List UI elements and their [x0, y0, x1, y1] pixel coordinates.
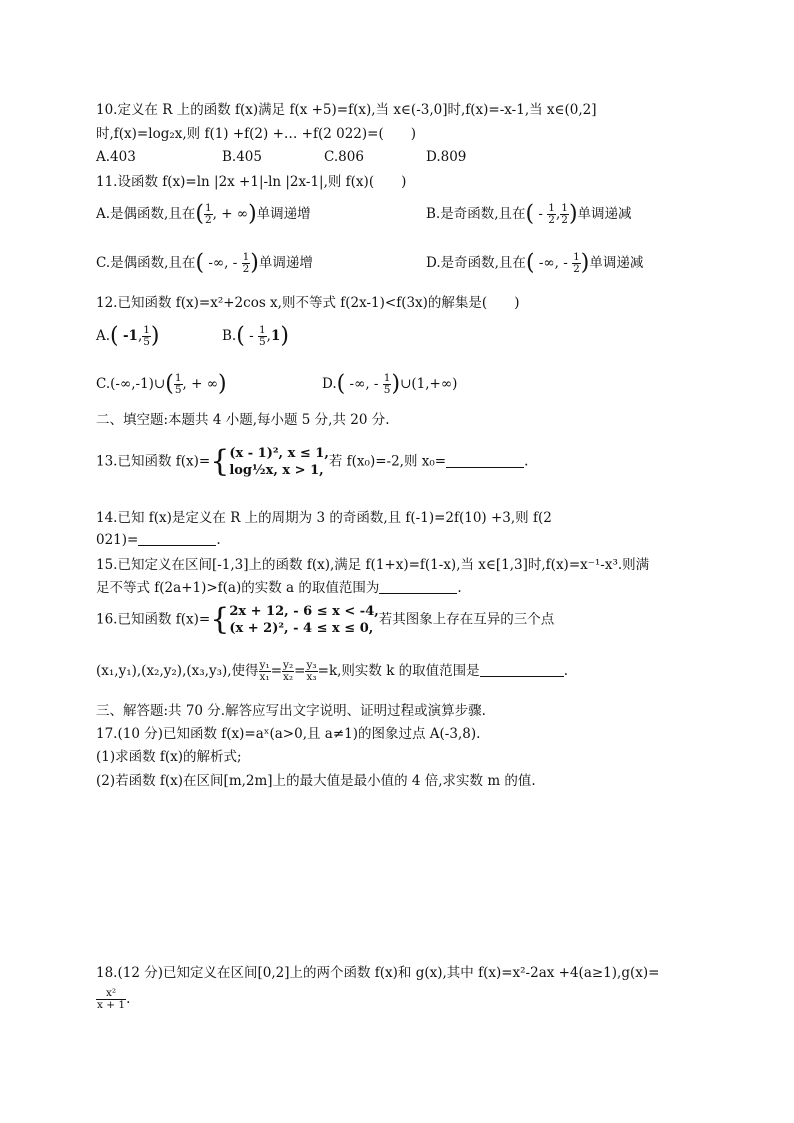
q12-option-a: A.( -1, $\frac{1}{5}$ ): [96, 323, 160, 349]
q11-b-prefix: B.是奇函数,且在: [426, 206, 526, 222]
q13-piece2: log½x, x > 1,: [229, 463, 324, 478]
q11-d-suffix: 单调递减: [589, 255, 644, 271]
q13-prefix: 13.已知函数 f(x)=: [96, 453, 211, 470]
q16-piece2: (x + 2)², - 4 ≤ x ≤ 0,: [229, 621, 374, 636]
q16-piece1: 2x + 12, - 6 ≤ x < -4,: [229, 604, 379, 619]
q17-line2: (1)求函数 f(x)的解析式;: [96, 749, 242, 765]
section-3-heading: 三、解答题:共 70 分.解答应写出文字说明、证明过程或演算步骤.: [96, 703, 486, 719]
q10-option-a: A.403: [96, 149, 136, 165]
q12-option-b: B.( - $\frac{1}{5}$ ,1): [222, 323, 289, 349]
q16-prefix: 16.已知函数 f(x)=: [96, 611, 211, 628]
q11-d-prefix: D.是奇函数,且在: [426, 255, 526, 271]
q11-option-d: D.是奇函数,且在( -∞, - $\frac{1}{2}$ )单调递减: [426, 250, 644, 276]
q13-period: .: [524, 453, 529, 470]
q18-line2: $\frac{\text{x²}}{x + 1}$ .: [97, 987, 131, 1011]
q10-line2: 时,f(x)=log₂x,则 f(1) +f(2) +… +f(2 022)=( ): [96, 126, 417, 142]
q11-option-b: B.是奇函数,且在( - $\frac{1}{2}$ , $\frac{1}{2}$ )单调递减: [426, 201, 632, 227]
q13-answer-blank[interactable]: [446, 455, 524, 468]
q11-a-suffix: 单调递增: [256, 206, 311, 222]
q12-option-d: D.( -∞, - $\frac{1}{5}$ )∪(1,+∞): [322, 371, 458, 397]
q11-c-prefix: C.是偶函数,且在: [96, 255, 196, 271]
q15-line2: 足不等式 f(2a+1)>f(a)的实数 a 的取值范围为 .: [96, 580, 462, 596]
q11-a-prefix: A.是偶函数,且在: [96, 206, 196, 222]
q11-c-suffix: 单调递增: [258, 255, 313, 271]
q16-answer-blank[interactable]: [480, 664, 564, 677]
q14-answer-blank[interactable]: [138, 533, 216, 546]
q16-text: 若其图象上存在互异的三个点: [378, 611, 555, 628]
q15-answer-blank[interactable]: [379, 581, 457, 594]
q14-line1: 14.已知 f(x)是定义在 R 上的周期为 3 的奇函数,且 f(-1)=2f(10) +3,则 f(2: [96, 510, 552, 526]
q10-option-c: C.806: [324, 149, 364, 165]
q17-line3: (2)若函数 f(x)在区间[m,2m]上的最大值是最小值的 4 倍,求实数 m 的值.: [96, 773, 536, 789]
q11-option-a: A.是偶函数,且在( $\frac{1}{2}$ , + ∞)单调递增: [96, 201, 311, 227]
q17-line1: 17.(10 分)已知函数 f(x)=aˣ(a>0,且 a≠1)的图象过点 A(-3,8).: [96, 726, 481, 742]
q18-line1: 18.(12 分)已知定义在区间[0,2]上的两个函数 f(x)和 g(x),其中 f(x)=x²-2ax +4(a≥1),g(x)=: [96, 965, 660, 981]
q10-option-d: D.809: [426, 149, 467, 165]
q16-line1: 16.已知函数 f(x)={2x + 12, - 6 ≤ x < -4, (x + 2)², - 4 ≤ x ≤ 0,若其图象上存在互异的三个点: [96, 602, 555, 637]
q13-piece1: (x - 1)², x ≤ 1,: [229, 446, 329, 461]
q11-b-suffix: 单调递减: [577, 206, 632, 222]
q10-line1: 10.定义在 R 上的函数 f(x)满足 f(x +5)=f(x),当 x∈(-3,0]时,f(x)=-x-1,当 x∈(0,2]: [96, 102, 597, 118]
q10-option-b: B.405: [222, 149, 262, 165]
q11-stem: 11.设函数 f(x)=ln |2x +1|-ln |2x-1|,则 f(x)( ): [96, 174, 407, 190]
q15-line1: 15.已知定义在区间[-1,3]上的函数 f(x),满足 f(1+x)=f(1-x),当 x∈[1,3]时,f(x)=x⁻¹-x³.则满: [96, 557, 650, 573]
q14-line2: 021)= .: [96, 532, 221, 548]
q13-text: 若 f(x₀)=-2,则 x₀=: [328, 453, 447, 470]
q12-option-c: C.(-∞,-1)∪( $\frac{1}{5}$ , + ∞): [96, 371, 227, 397]
q16-line2: (x₁,y₁),(x₂,y₂),(x₃,y₃),使得 $\frac{\text{y₁}}{\text{x₁}}$ = $\frac{\text{y₂}}{\text{x₂}}$ = $\frac{\text{y₃}}{\text{x₃}}$ =k,则实数 k 的取值范围是 .: [96, 659, 568, 683]
q11-option-c: C.是偶函数,且在( -∞, - $\frac{1}{2}$ )单调递增: [96, 250, 313, 276]
q12-stem: 12.已知函数 f(x)=x²+2cos x,则不等式 f(2x-1)<f(3x)的解集是( ): [96, 295, 520, 311]
section-2-heading: 二、填空题:本题共 4 小题,每小题 5 分,共 20 分.: [96, 412, 390, 428]
q13: 13.已知函数 f(x)={(x - 1)², x ≤ 1, log½x, x > 1,若 f(x₀)=-2,则 x₀= .: [96, 444, 529, 479]
